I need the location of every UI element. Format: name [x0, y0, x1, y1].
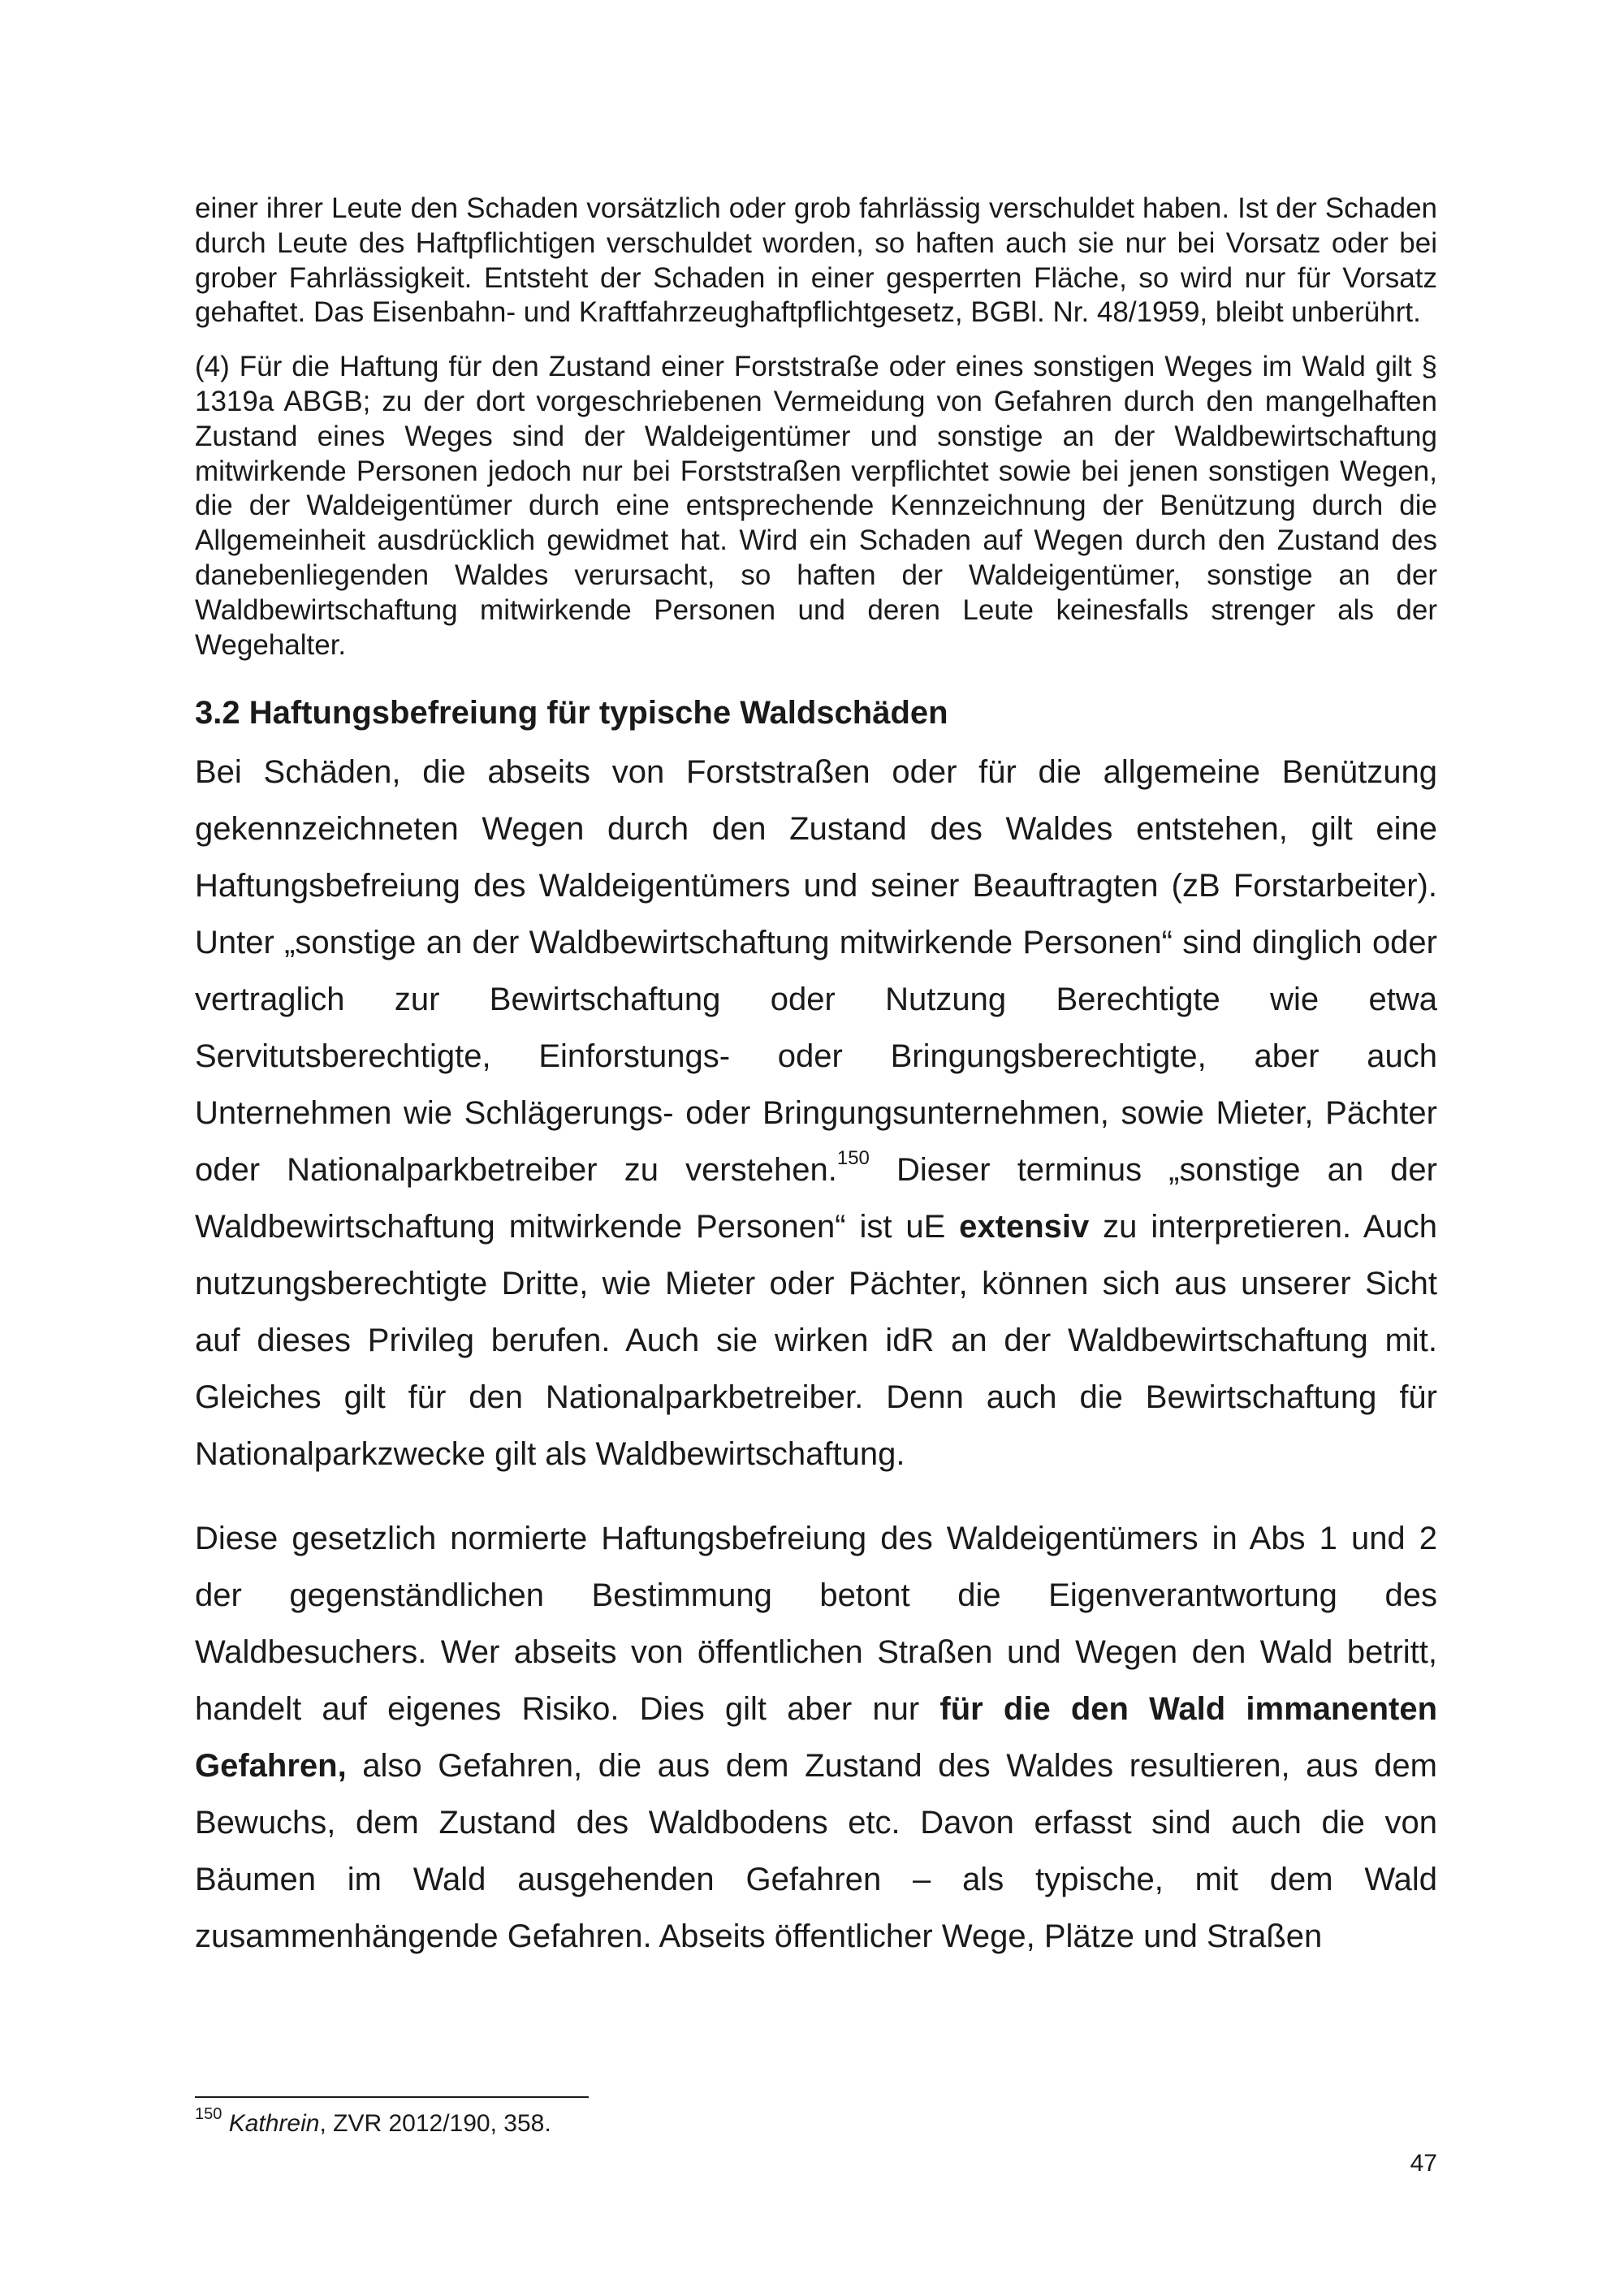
page-number: 47: [1410, 2150, 1437, 2177]
law-text-paragraph-4: (4) Für die Haftung für den Zustand einer Forststraße oder eines sonstigen Weges im Wald gilt § 1319a ABGB; zu der dort vorgeschriebenen Vermeidung von Gefahren durch den mangelhaften Zustand eines Weges sind der Waldeigentümer und sonstige an der Waldbewirtschaftung mitwirkende Personen jedoch nur bei Forststraßen verpflichtet sowie bei jenen sonstigen Wegen, die der Waldeigentümer durch eine entsprechende Kennzeichnung der Benützung durch die Allgemeinheit ausdrücklich gewidmet hat. Wird ein Schaden auf Wegen durch den Zustand des danebenliegenden Waldes verursacht, so haften der Waldeigentümer, sonstige an der Waldbewirtschaftung mitwirkende Personen und deren Leute keinesfalls strenger als der Wegehalter.: [195, 351, 1437, 661]
section-heading: 3.2 Haftungsbefreiung für typische Waldschäden: [195, 695, 948, 732]
p1-text-b: Dieser terminus „sonstige an der Waldbewirtschaftung mitwirkende Personen“ ist uE: [195, 1152, 1437, 1245]
footnote-divider: [195, 2096, 589, 2098]
p2-bold: für die den Wald immanenten Gefahren,: [195, 1691, 1437, 1785]
law-text-continuation: einer ihrer Leute den Schaden vorsätzlich oder grob fahrlässig verschuldet haben. Ist der Schaden durch Leute des Haftpflichtigen verschuldet worden, so haften auch sie nur bei Vorsatz oder bei grober Fahrlässigkeit. Entsteht der Schaden in einer gesperrten Fläche, so wird nur für Vorsatz gehaftet. Das Eisenbahn- und Kraftfahrzeughaftpflichtgesetz, BGBl. Nr. 48/1959, bleibt unberührt.: [195, 192, 1437, 329]
p1-text-c: zu interpretieren. Auch nutzungsberechtigte Dritte, wie Mieter oder Pächter, können sich aus unserer Sicht auf dieses Privileg berufen. Auch sie wirken idR an der Waldbewirtschaftung mit. Gleiches gilt für den Nationalparkbetreiber. Denn auch die Bewirtschaftung für Nationalparkzwecke gilt als Waldbewirtschaftung.: [195, 1209, 1437, 1473]
footnote-author: Kathrein: [228, 2110, 320, 2137]
footnote: [195, 2105, 551, 2138]
p2-text-a: Diese gesetzlich normierte Haftungsbefreiung des Waldeigentümers in Abs 1 und 2 der gegenständlichen Bestimmung betont die Eigenverantwortung des Waldbesuchers. Wer abseits von öffentlichen Straßen und Wegen den Wald betritt, handelt auf eigenes Risiko. Dies gilt aber nur: [195, 1521, 1437, 1728]
footnote-citation: , ZVR 2012/190, 358.: [319, 2110, 551, 2137]
body-paragraph-1: [195, 744, 1437, 1482]
footnote-reference[interactable]: 150: [836, 1147, 870, 1170]
p2-text-b: also Gefahren, die aus dem Zustand des Waldes resultieren, aus dem Bewuchs, dem Zustand des Waldbodens etc. Davon erfasst sind auch die von Bäumen im Wald ausgehenden Gefahren – als typische, mit dem Wald zusammenhängende Gefahren. Abseits öffentlicher Wege, Plätze und Straßen: [195, 1748, 1437, 1955]
body-paragraph-2: [195, 1510, 1437, 1965]
p1-bold: extensiv: [959, 1209, 1090, 1245]
p1-text-a: Bei Schäden, die abseits von Forststraßen oder für die allgemeine Benützung gekennzeichneten Wegen durch den Zustand des Waldes entstehen, gilt eine Haftungsbefreiung des Waldeigentümers und seiner Beauftragten (zB Forstarbeiter). Unter „sonstige an der Waldbewirtschaftung mitwirkende Personen“ sind dinglich oder vertraglich zur Bewirtschaftung oder Nutzung Berechtigte wie etwa Servitutsberechtigte, Einforstungs- oder Bringungsberechtigte, aber auch Unternehmen wie Schlägerungs- oder Bringungsunternehmen, sowie Mieter, Pächter oder Nationalparkbetreiber zu verstehen.: [195, 754, 1437, 1189]
footnote-number: 150: [195, 2105, 222, 2123]
page-body: [195, 192, 1437, 1965]
